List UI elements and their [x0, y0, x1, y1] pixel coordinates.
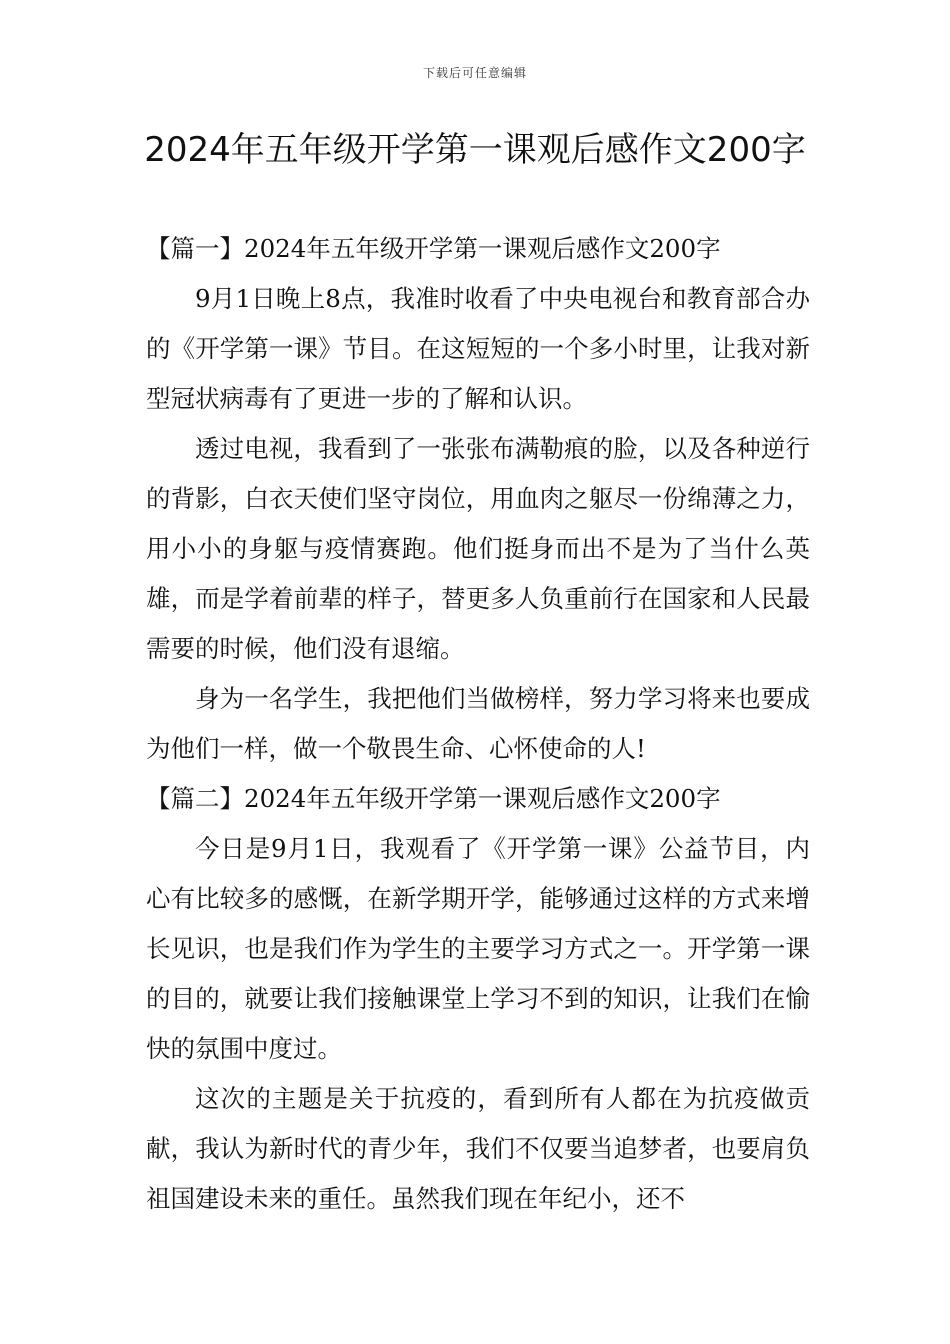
paragraph: 今日是9月1日，我观看了《开学第一课》公益节目，内心有比较多的感慨，在新学期开学，能够通过这样的方式来增长见识，也是我们作为学生的主要学习方式之一。开学第一课的目的，就要让我们接触课堂上学习不到的知识，让我们在愉快的氛围中度过。 — [146, 834, 810, 1063]
section-heading: 【篇二】2024年五年级开学第一课观后感作文200字 — [146, 784, 721, 813]
paragraph: 这次的主题是关于抗疫的，看到所有人都在为抗疫做贡献，我认为新时代的青少年，我们不仅要当追梦者，也要肩负祖国建设未来的重任。虽然我们现在年纪小，还不 — [146, 1084, 810, 1213]
section-heading: 【篇一】2024年五年级开学第一课观后感作文200字 — [146, 234, 721, 263]
paragraph: 透过电视，我看到了一张张布满勒痕的脸，以及各种逆行的背影，白衣天使们坚守岗位，用血肉之躯尽一份绵薄之力，用小小的身躯与疫情赛跑。他们挺身而出不是为了当什么英雄，而是学着前辈的样子，替更多人负重前行在国家和人民最需要的时候，他们没有退缩。 — [146, 434, 810, 663]
section-2 — [146, 774, 810, 1224]
paragraph: 9月1日晚上8点，我准时收看了中央电视台和教育部合办的《开学第一课》节目。在这短短的一个多小时里，让我对新型冠状病毒有了更进一步的了解和认识。 — [146, 284, 810, 413]
header-note: 下载后可任意编辑 — [422, 66, 527, 80]
document-body — [146, 224, 810, 1224]
section-1 — [146, 224, 810, 774]
document-title: 2024年五年级开学第一课观后感作文200字 — [144, 130, 806, 170]
paragraph: 身为一名学生，我把他们当做榜样，努力学习将来也要成为他们一样，做一个敬畏生命、心怀使命的人! — [146, 684, 810, 763]
